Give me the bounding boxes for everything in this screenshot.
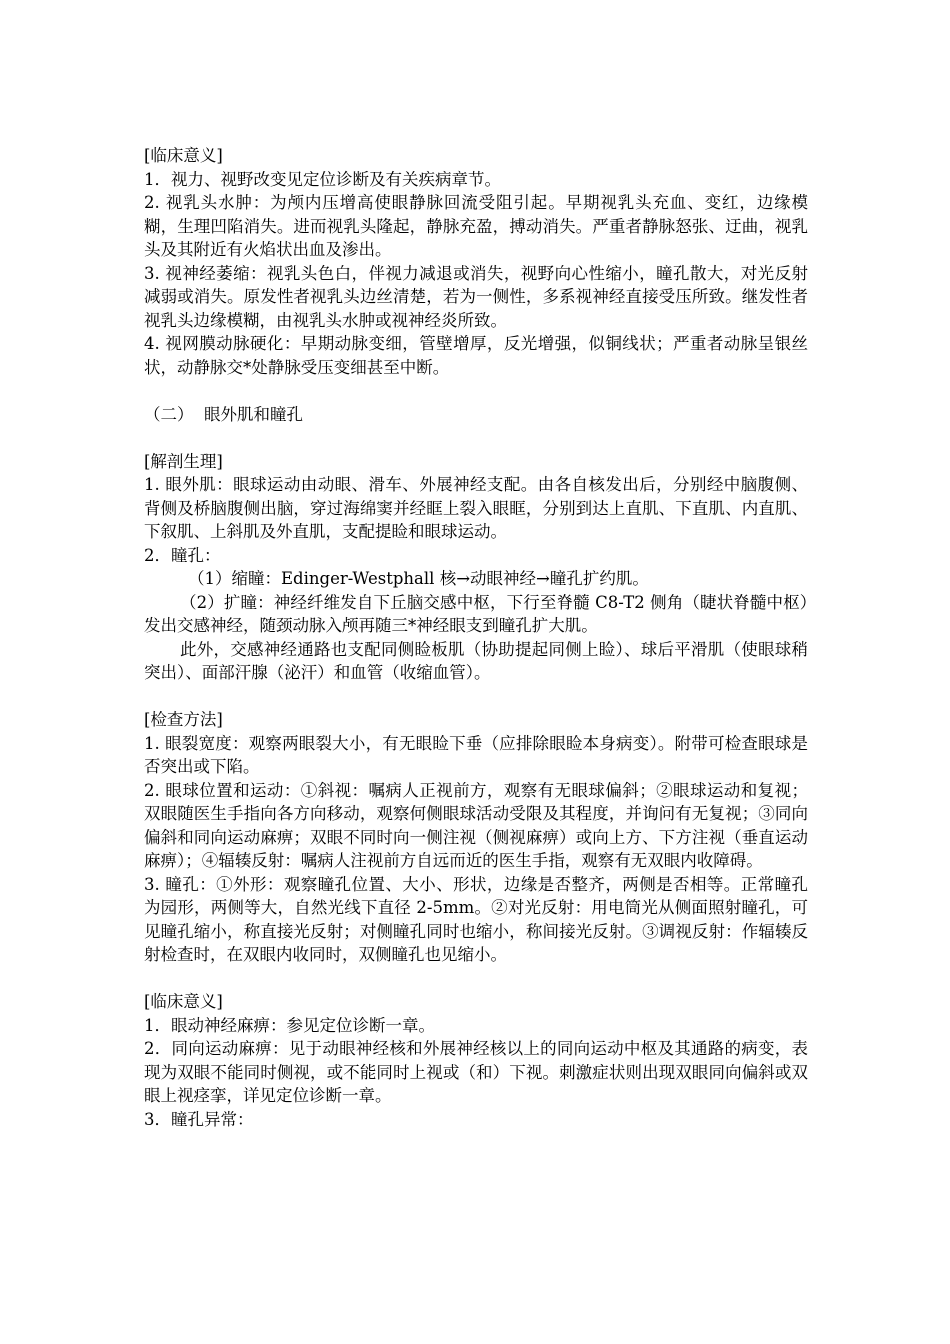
- document-page: [144, 144, 808, 1131]
- clinical-significance-heading-2: [临床意义]: [144, 992, 223, 1011]
- exam-method-heading: [检查方法]: [144, 710, 223, 729]
- clinical1-item-4: 4. 视网膜动脉硬化：早期动脉变细，管壁增厚，反光增强，似铜线状；严重者动脉呈银丝状，动静脉交*处静脉受压变细甚至中断。: [144, 334, 808, 377]
- clinical2-item-2: 2．同向运动麻痹：见于动眼神经核和外展神经核以上的同向运动中枢及其通路的病变，表现为双眼不能同时侧视，或不能同时上视或（和）下视。刺激症状则出现双眼同向偏斜或双眼上视痉挛，详见定位诊断一章。: [144, 1039, 808, 1105]
- clinical1-item-1: 1．视力、视野改变见定位诊断及有关疾病章节。: [144, 169, 501, 189]
- clinical2-item-3: 3．瞳孔异常：: [144, 1109, 254, 1129]
- clinical1-item-2: 2. 视乳头水肿：为颅内压增高使眼静脉回流受阻引起。早期视乳头充血、变红，边缘模糊，生理凹陷消失。进而视乳头隆起，静脉充盈，搏动消失。严重者静脉怒张、迂曲，视乳头及其附近有火焰状出血及渗出。: [144, 193, 808, 259]
- section-title-extraocular-muscles-pupil: （二） 眼外肌和瞳孔: [144, 404, 303, 424]
- spacer: [144, 379, 808, 403]
- spacer: [144, 426, 808, 450]
- anatomy-item-1: 1. 眼外肌：眼球运动由动眼、滑车、外展神经支配。由各自核发出后，分别经中脑腹侧、背侧及桥脑腹侧出脑，穿过海绵窦并经眶上裂入眼眶，分别到达上直肌、下直肌、内直肌、下叙肌、上斜肌及外直肌，支配提睑和眼球运动。: [144, 475, 808, 541]
- clinical-significance-heading-1: [临床意义]: [144, 146, 223, 165]
- anatomy-item-2: 2．瞳孔：: [144, 545, 221, 565]
- anatomy-physiology-heading: [解剖生理]: [144, 451, 223, 471]
- anatomy-sub-3: 此外，交感神经通路也支配同侧睑板肌（协助提起同侧上睑）、球后平滑肌（使眼球稍突出）、面部汗腺（泌汗）和血管（收缩血管）。: [144, 639, 808, 682]
- spacer: [144, 685, 808, 709]
- exam-item-3: 3. 瞳孔：①外形：观察瞳孔位置、大小、形状，边缘是否整齐，两侧是否相等。正常瞳孔为园形，两侧等大，自然光线下直径 2-5mm。②对光反射：用电筒光从侧面照射瞳孔，可见瞳孔缩小，称直接光反射；对侧瞳孔同时也缩小，称间接光反射。③调视反射：作辐辏反射检查时，在双眼内收同时，双侧瞳孔也见缩小。: [144, 874, 808, 964]
- exam-item-2: 2. 眼球位置和运动：①斜视：嘱病人正视前方，观察有无眼球偏斜；②眼球运动和复视；双眼随医生手指向各方向移动，观察何侧眼球活动受限及其程度，并询问有无复视；③同向偏斜和同向运动麻痹；双眼不同时向一侧注视（侧视麻痹）或向上方、下方注视（垂直运动麻痹）；④辐辏反射：嘱病人注视前方自远而近的医生手指，观察有无双眼内收障碍。: [144, 780, 808, 870]
- clinical1-item-3: 3. 视神经萎缩：视乳头色白，伴视力减退或消失，视野向心性缩小，瞳孔散大，对光反射减弱或消失。原发性者视乳头边丝清楚，若为一侧性，多系视神经直接受压所致。继发性者视乳头边缘模糊，由视乳头水肿或视神经炎所致。: [144, 263, 808, 330]
- exam-item-1: 1. 眼裂宽度：观察两眼裂大小，有无眼睑下垂（应排除眼睑本身病变）。附带可检查眼球是否突出或下陷。: [144, 733, 808, 776]
- anatomy-sub-1: （1）缩瞳：Edinger-Westphall 核→动眼神经→瞳孔扩约肌。: [188, 569, 649, 588]
- spacer: [144, 967, 808, 991]
- anatomy-sub-2: （2）扩瞳：神经纤维发自下丘脑交感中枢，下行至脊髓 C8-T2 侧角（睫状脊髓中枢）发出交感神经，随颈动脉入颅再随三*神经眼支到瞳孔扩大肌。: [144, 592, 808, 635]
- clinical2-item-1: 1．眼动神经麻痹：参见定位诊断一章。: [144, 1015, 435, 1035]
